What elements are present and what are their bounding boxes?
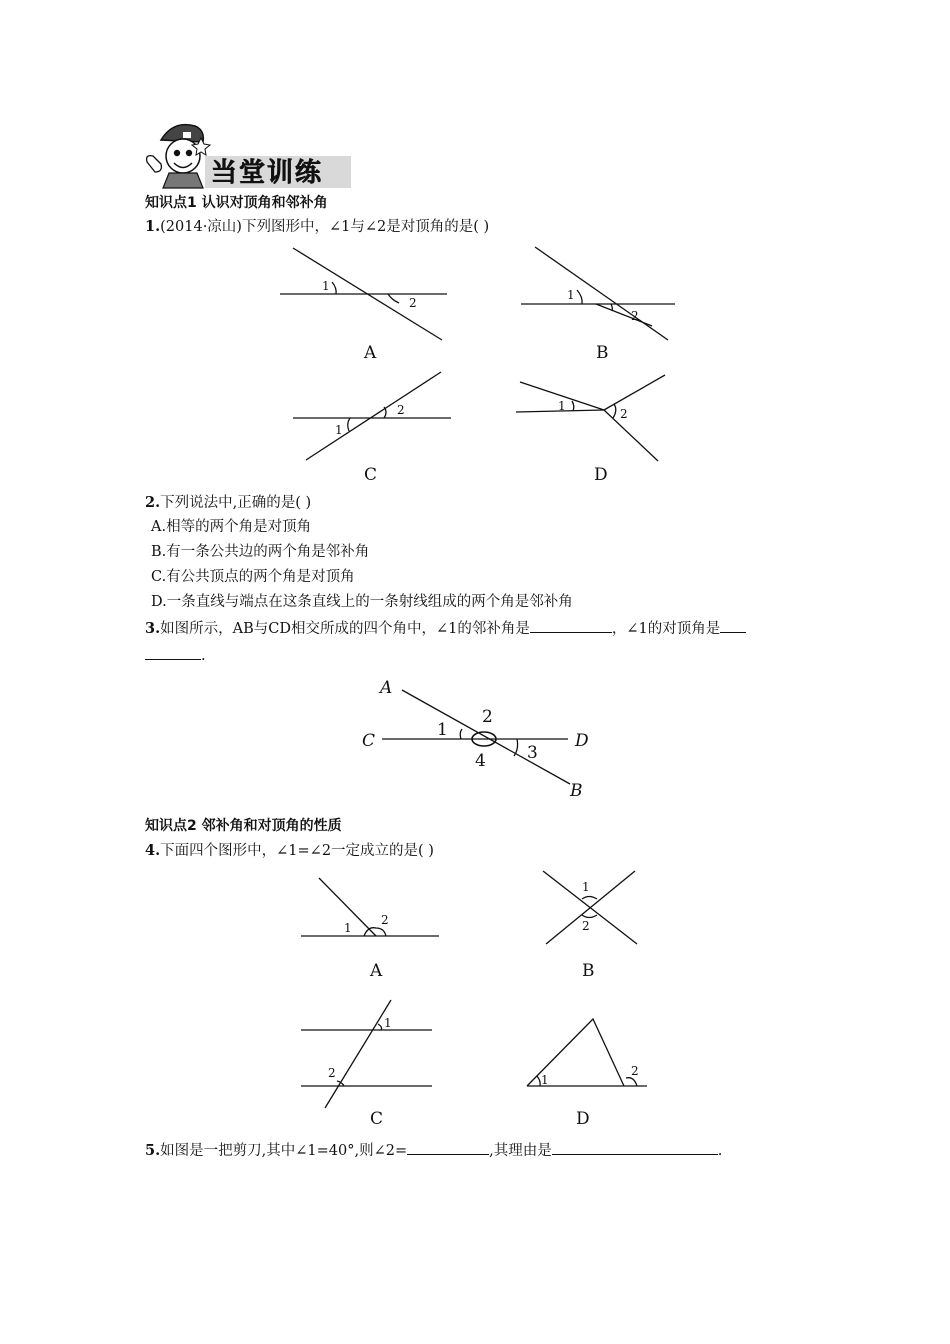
question-number: 5. — [145, 1142, 161, 1159]
angle-label: 1 — [582, 880, 590, 894]
option-label: C — [370, 1109, 384, 1129]
q4-figure-a — [301, 878, 439, 981]
angle-label: 2 — [381, 913, 389, 927]
choice-d: D.一条直线与端点在这条直线上的一条射线组成的两个角是邻补角 — [151, 594, 573, 610]
angle-label: 2 — [582, 919, 590, 933]
point-label: B — [570, 781, 583, 801]
question-text: 下列说法中,正确的是( ) — [160, 495, 312, 511]
question-text: ,其理由是 — [489, 1143, 552, 1159]
banner-title: 当堂训练 — [211, 158, 324, 188]
q4-figure-c — [301, 1000, 432, 1129]
angle-label: 2 — [409, 296, 417, 310]
answer-blank[interactable] — [552, 1140, 718, 1155]
option-label: A — [364, 343, 377, 363]
question-number: 1. — [145, 218, 161, 235]
angle-label: 2 — [397, 403, 405, 417]
section-heading-2: 知识点2 邻补角和对顶角的性质 — [145, 818, 342, 834]
question-text: 下面四个图形中，∠1=∠2一定成立的是( ) — [160, 843, 434, 859]
question-text: (2014·凉山)下列图形中，∠1与∠2是对顶角的是( ) — [160, 219, 490, 235]
q4-figure-b — [543, 871, 637, 981]
period: . — [201, 648, 206, 664]
option-label: A — [370, 961, 383, 981]
angle-label: 4 — [475, 751, 486, 771]
angle-label: 2 — [631, 309, 639, 323]
q4-figure-d — [527, 1019, 647, 1129]
section-heading-1: 知识点1 认识对顶角和邻补角 — [145, 195, 328, 211]
angle-label: 1 — [384, 1016, 392, 1030]
angle-label: 1 — [437, 720, 448, 740]
angle-label: 2 — [620, 407, 628, 421]
answer-blank[interactable] — [407, 1140, 489, 1155]
angle-label: 2 — [328, 1066, 336, 1080]
angle-label: 3 — [527, 743, 538, 763]
angle-label: 2 — [482, 707, 493, 727]
angle-label: 1 — [322, 279, 330, 293]
question-text: 如图是一把剪刀,其中∠1=40°,则∠2= — [160, 1143, 408, 1159]
angle-label: 1 — [335, 423, 343, 437]
question-number: 4. — [145, 842, 161, 859]
period: . — [717, 1143, 723, 1159]
choice-b: B.有一条公共边的两个角是邻补角 — [151, 544, 370, 560]
choice-a: A.相等的两个角是对顶角 — [151, 519, 312, 535]
option-label: C — [364, 465, 378, 485]
option-label: B — [582, 961, 595, 981]
question-number: 3. — [145, 620, 161, 637]
option-label: B — [596, 343, 609, 363]
point-label: C — [362, 731, 376, 751]
question-text: 如图所示，AB与CD相交所成的四个角中，∠1的邻补角是 — [160, 621, 530, 637]
angle-label: 1 — [558, 399, 566, 413]
point-label: A — [380, 678, 393, 698]
angle-label: 2 — [631, 1064, 639, 1078]
angle-label: 1 — [344, 921, 352, 935]
angle-label: 1 — [541, 1073, 549, 1087]
option-label: D — [594, 465, 608, 485]
question-text: ，∠1的对顶角是 — [611, 621, 721, 637]
point-label: D — [575, 731, 589, 751]
angle-label: 1 — [567, 288, 575, 302]
question-5 — [145, 1140, 722, 1160]
option-label: D — [576, 1109, 590, 1129]
question-number: 2. — [145, 494, 161, 511]
choice-c: C.有公共顶点的两个角是对顶角 — [151, 569, 355, 585]
